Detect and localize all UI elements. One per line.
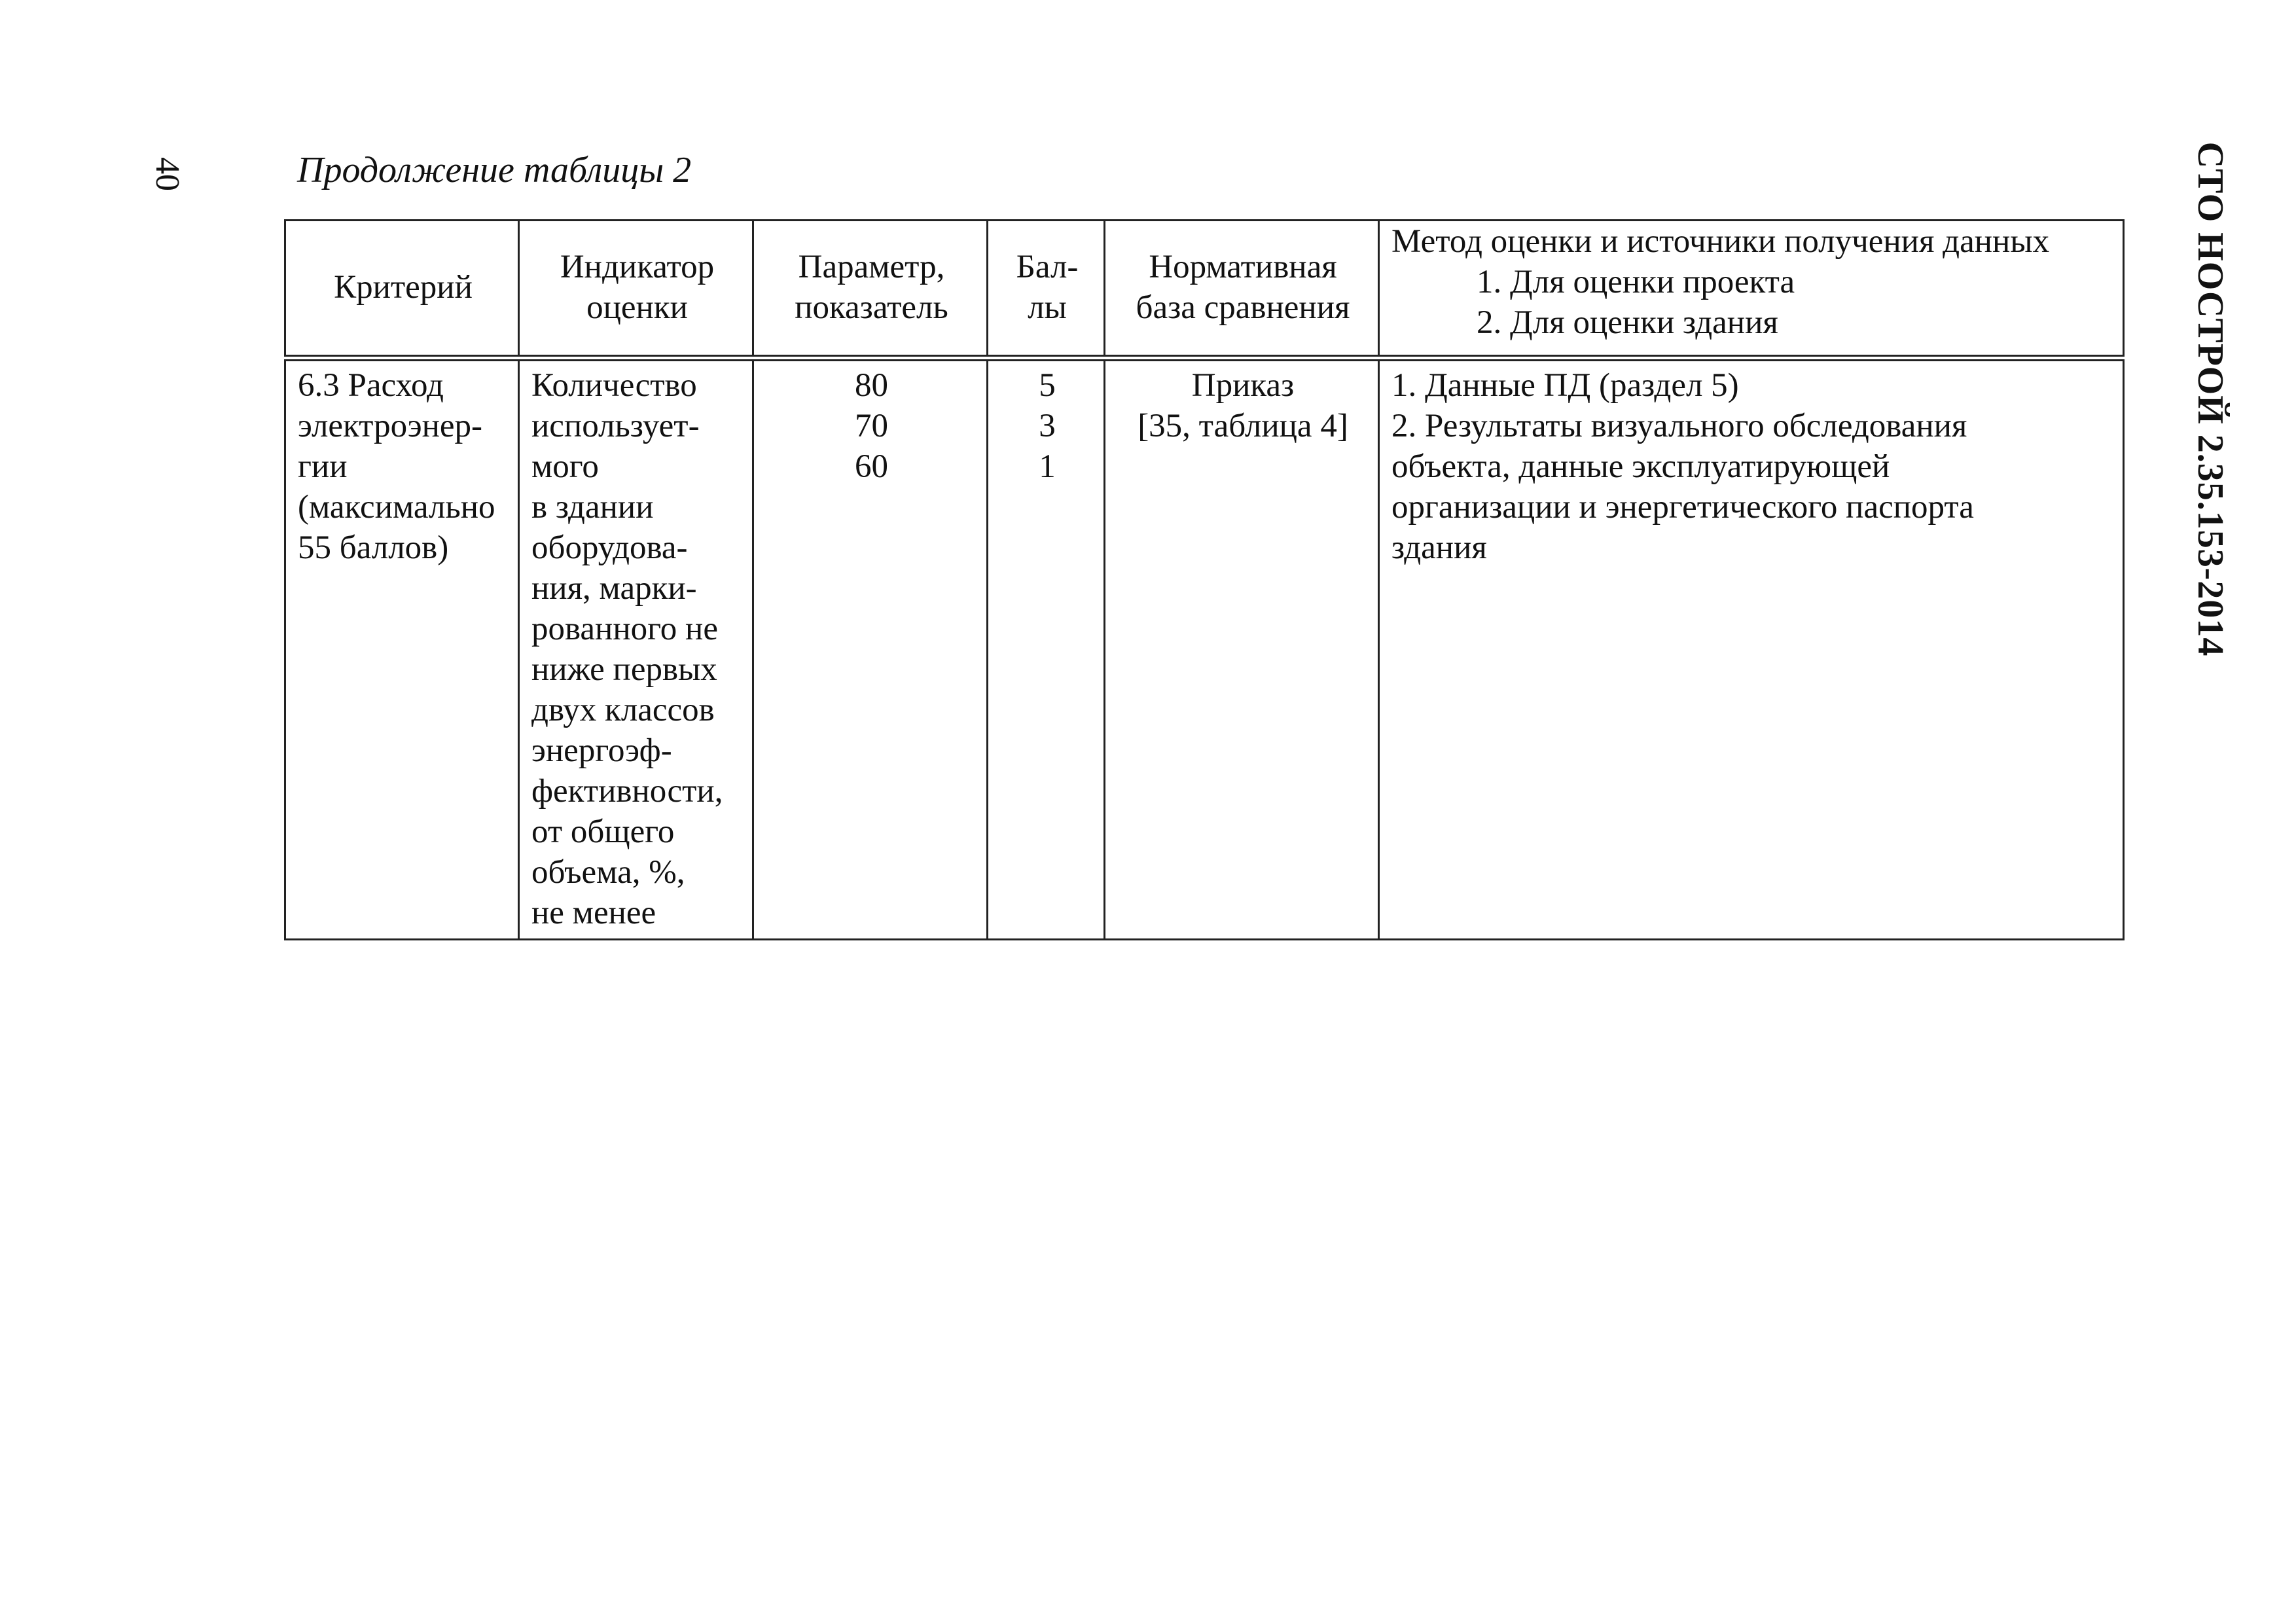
- cell-points: [988, 358, 1105, 940]
- cell-line: ниже первых: [531, 651, 717, 688]
- cell-line: не менее: [531, 895, 656, 931]
- cell-norm-base: [1105, 358, 1379, 940]
- cell-line: (максимально: [298, 489, 495, 526]
- header-method-title: Метод оценки и источники получения данных: [1391, 223, 2050, 260]
- table-header-row: [285, 221, 2124, 359]
- cell-line: Количество: [531, 367, 697, 404]
- header-norm-base: Нормативная база сравнения: [1105, 221, 1379, 359]
- cell-line: энергоэф-: [531, 732, 672, 769]
- cell-line: здания: [1391, 529, 1487, 566]
- header-parameter: Параметр, показатель: [753, 221, 988, 359]
- cell-line: 1. Данные ПД (раздел 5): [1391, 367, 1739, 404]
- cell-line: организации и энергетического паспорта: [1391, 489, 1974, 526]
- header-indicator: Индикатор оценки: [519, 221, 753, 359]
- header-method-item: 2. Для оценки здания: [1477, 304, 1778, 341]
- cell-line: использует-: [531, 408, 700, 444]
- cell-line: объема, %,: [531, 854, 685, 891]
- header-criterion: Критерий: [285, 221, 519, 359]
- cell-parameter: [753, 358, 988, 940]
- cell-line: мого: [531, 448, 599, 485]
- cell-line: от общего: [531, 813, 675, 850]
- cell-line: ния, марки-: [531, 570, 697, 607]
- table-row: [285, 358, 2124, 940]
- page-number: 40: [149, 157, 186, 191]
- cell-line: 55 баллов): [298, 529, 449, 566]
- cell-line: двух классов: [531, 692, 715, 728]
- criteria-table: [284, 219, 2125, 940]
- cell-line: 3: [1039, 408, 1056, 444]
- cell-line: 5: [1039, 367, 1056, 404]
- cell-line: 6.3 Расход: [298, 367, 444, 404]
- cell-line: оборудова-: [531, 529, 688, 566]
- cell-line: рованного не: [531, 611, 718, 647]
- cell-line: в здании: [531, 489, 654, 526]
- cell-line: 2. Результаты визуального обследования: [1391, 408, 1967, 444]
- cell-line: Приказ: [1191, 367, 1295, 404]
- standard-code: СТО НОСТРОЙ 2.35.153-2014: [2190, 141, 2231, 657]
- cell-line: объекта, данные эксплуатирующей: [1391, 448, 1890, 485]
- header-method: [1379, 221, 2124, 359]
- cell-line: [35, таблица 4]: [1138, 408, 1348, 444]
- header-method-item: 1. Для оценки проекта: [1477, 264, 1795, 300]
- cell-line: фективности,: [531, 773, 723, 810]
- cell-indicator: [519, 358, 753, 940]
- cell-line: электроэнер-: [298, 408, 482, 444]
- cell-criterion: [285, 358, 519, 940]
- header-points: Бал-лы: [988, 221, 1105, 359]
- cell-line: 80: [855, 367, 888, 404]
- cell-line: 70: [855, 408, 888, 444]
- cell-method: [1379, 358, 2124, 940]
- table-caption: Продолжение таблицы 2: [297, 150, 692, 190]
- cell-line: гии: [298, 448, 348, 485]
- cell-line: 60: [855, 448, 888, 485]
- cell-line: 1: [1039, 448, 1056, 485]
